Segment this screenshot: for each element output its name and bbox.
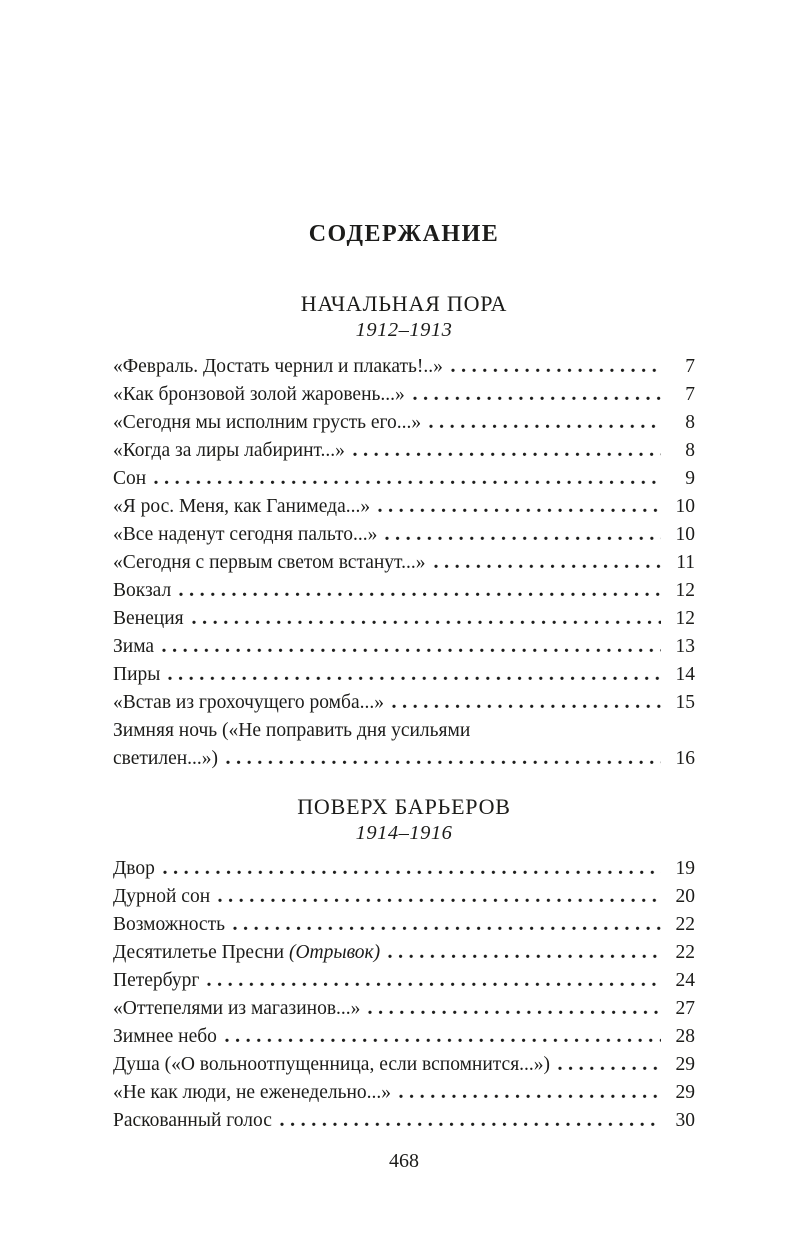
toc-entry-title: Дурной сон [113, 886, 211, 907]
dot-leader [392, 704, 661, 708]
toc-entry-page: 7 [685, 356, 695, 377]
toc-entry-title: Венеция [113, 608, 184, 629]
toc-entry-title: Петербург [113, 970, 200, 991]
dot-leader [434, 564, 662, 568]
toc-entry-list [113, 855, 695, 1135]
toc-entry [113, 661, 695, 689]
toc-entry-page: 12 [675, 580, 695, 601]
toc-entry-title: Сон [113, 468, 147, 489]
dot-leader [399, 1094, 661, 1098]
toc-entry-page: 10 [675, 496, 695, 517]
toc-entry-title: «Встав из грохочущего ромба...» [113, 692, 384, 713]
dot-leader [368, 1010, 661, 1014]
page-number: 468 [389, 1150, 419, 1172]
toc-entry-page: 22 [675, 942, 695, 963]
dot-leader [207, 982, 661, 986]
toc-title: СОДЕРЖАНИЕ [308, 221, 500, 247]
toc-entry-page: 14 [675, 664, 695, 685]
toc-entry-page: 30 [675, 1110, 695, 1131]
book-page [113, 0, 695, 1173]
toc-entry [113, 493, 695, 521]
toc-entry-title: Раскованный голос [113, 1110, 272, 1131]
toc-entry [113, 911, 695, 939]
toc-entry-page: 29 [675, 1054, 695, 1075]
toc-entry-title: Вокзал [113, 580, 172, 601]
toc-entry-page: 29 [675, 1082, 695, 1103]
dot-leader [413, 396, 661, 400]
toc-entry-title: «Все наденут сегодня пальто...» [113, 524, 378, 545]
toc-entry-title: Пиры [113, 664, 161, 685]
toc-entry [113, 437, 695, 465]
toc-entry-title-italic: (Отрывок) [288, 942, 381, 963]
toc-entry-title: светилен...») [113, 748, 219, 769]
dot-leader [192, 620, 661, 624]
toc-entry [113, 577, 695, 605]
toc-entry [113, 939, 695, 967]
dot-leader [378, 508, 661, 512]
toc-entry-page: 20 [675, 886, 695, 907]
toc-entry [113, 1023, 695, 1051]
toc-entry-title: «Сегодня мы исполним грусть его...» [113, 412, 422, 433]
toc-sections [113, 291, 695, 1135]
toc-entry [113, 855, 695, 883]
dot-leader [233, 926, 661, 930]
dot-leader [154, 480, 661, 484]
toc-entry-title: «Оттепелями из магазинов...» [113, 998, 361, 1019]
toc-entry [113, 549, 695, 577]
toc-entry-title: «Не как люди, не еженедельно...» [113, 1082, 392, 1103]
dot-leader [226, 760, 661, 764]
toc-entry-page: 22 [675, 914, 695, 935]
toc-entry [113, 717, 695, 745]
toc-entry-title: «Когда за лиры лабиринт...» [113, 440, 345, 461]
toc-entry-title: «Как бронзовой золой жаровень...» [113, 384, 405, 405]
toc-entry-page: 16 [675, 748, 695, 769]
toc-entry-page: 13 [675, 636, 695, 657]
dot-leader [225, 1038, 661, 1042]
section-heading: НАЧАЛЬНАЯ ПОРА [300, 291, 508, 316]
toc-entry-title: «Я рос. Меня, как Ганимеда...» [113, 496, 371, 517]
toc-entry-title: «Февраль. Достать чернил и плакать!..» [113, 356, 443, 377]
toc-entry [113, 633, 695, 661]
toc-entry [113, 1079, 695, 1107]
dot-leader [429, 424, 661, 428]
toc-entry-page: 8 [685, 412, 695, 433]
toc-entry-page: 11 [676, 552, 695, 573]
toc-entry-page: 10 [675, 524, 695, 545]
toc-entry [113, 409, 695, 437]
dot-leader [388, 954, 661, 958]
dot-leader [451, 368, 661, 372]
toc-entry-title: Душа («О вольноотпущенница, если вспомнится...») [113, 1054, 551, 1075]
toc-entry-title: «Сегодня с первым светом встанут...» [113, 552, 426, 573]
toc-entry-page: 28 [675, 1026, 695, 1047]
toc-entry-title: Зима [113, 636, 155, 657]
section-years: 1912–1913 [355, 319, 453, 341]
toc-entry [113, 883, 695, 911]
dot-leader [168, 676, 661, 680]
dot-leader [218, 898, 661, 902]
toc-entry-page: 8 [685, 440, 695, 461]
toc-entry-title: Десятилетье Пресни (Отрывок) [113, 942, 381, 963]
toc-entry-page: 24 [675, 970, 695, 991]
toc-entry-page: 9 [685, 468, 695, 489]
dot-leader [353, 452, 661, 456]
toc-entry-page: 19 [675, 858, 695, 879]
toc-entry-title: Зимняя ночь («Не поправить дня усильями [113, 720, 471, 741]
toc-entry-title: Зимнее небо [113, 1026, 217, 1047]
section-years: 1914–1916 [355, 822, 453, 844]
toc-entry [113, 745, 695, 773]
toc-entry-page: 27 [675, 998, 695, 1019]
toc-entry [113, 1107, 695, 1135]
toc-entry-page: 15 [675, 692, 695, 713]
toc-entry [113, 995, 695, 1023]
section-heading: ПОВЕРХ БАРЬЕРОВ [297, 794, 511, 819]
dot-leader [280, 1122, 661, 1126]
toc-entry [113, 1051, 695, 1079]
toc-entry [113, 967, 695, 995]
toc-entry [113, 353, 695, 381]
toc-entry-page: 7 [685, 384, 695, 405]
dot-leader [162, 648, 661, 652]
toc-entry-title: Возможность [113, 914, 226, 935]
dot-leader [558, 1066, 661, 1070]
toc-entry-page: 12 [675, 608, 695, 629]
toc-entry [113, 381, 695, 409]
toc-entry [113, 521, 695, 549]
toc-entry [113, 465, 695, 493]
dot-leader [385, 536, 661, 540]
toc-section [113, 794, 695, 1135]
toc-section [113, 291, 695, 773]
toc-entry-title: Двор [113, 858, 155, 879]
toc-entry [113, 605, 695, 633]
toc-entry-list [113, 353, 695, 773]
dot-leader [163, 870, 661, 874]
toc-entry [113, 689, 695, 717]
dot-leader [179, 592, 661, 596]
